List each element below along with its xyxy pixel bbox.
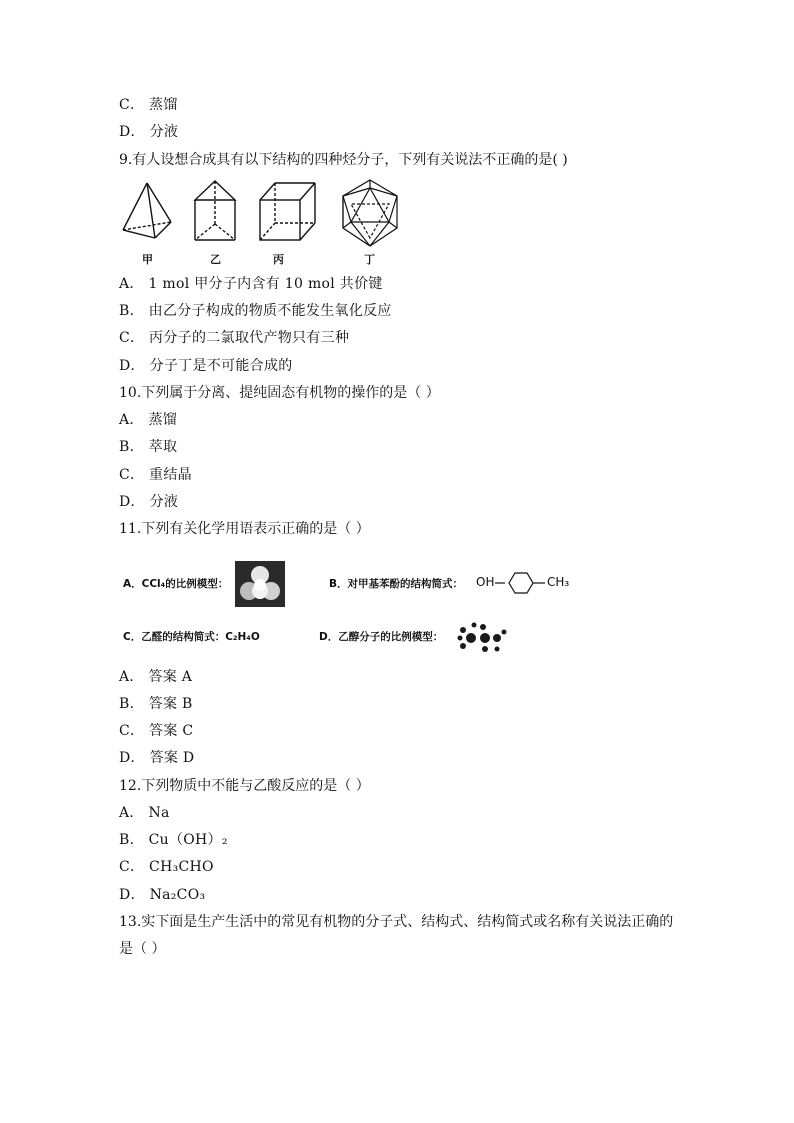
- question-10-option-a: A． 蒸馏: [119, 412, 178, 428]
- cube-icon: [257, 178, 319, 248]
- label-bing: 丙: [273, 253, 284, 266]
- question-11-figure: [119, 558, 579, 658]
- benzene-ring-icon: [495, 571, 547, 595]
- hydroxyl-group: OH: [476, 575, 495, 589]
- triangular-prism-icon: [191, 178, 241, 248]
- question-10-option-c: C． 重结晶: [119, 467, 192, 483]
- methyl-group: CH₃: [547, 575, 570, 589]
- question-13-stem-line-1: 13.实下面是生产生活中的常见有机物的分子式、结构式、结构简式或名称有关说法正确的: [119, 914, 674, 930]
- question-9-option-b: B． 由乙分子构成的物质不能发生氧化反应: [119, 303, 392, 319]
- question-10-option-d: D． 分液: [119, 494, 179, 510]
- question-11-stem: 11.下列有关化学用语表示正确的是（ ）: [119, 521, 370, 537]
- ethanol-space-filling-model-icon: [457, 620, 509, 656]
- option-c-distillation: C． 蒸馏: [119, 97, 178, 113]
- question-13-stem-line-2: 是（ ）: [119, 941, 166, 957]
- option-d-ethanol-label: D．乙醇分子的比例模型：: [319, 631, 444, 643]
- option-d-liquid-separation: D． 分液: [119, 124, 179, 140]
- question-11-option-c: C． 答案 C: [119, 723, 194, 739]
- label-ding: 丁: [364, 253, 375, 266]
- question-12-stem: 12.下列物质中不能与乙酸反应的是（ ）: [119, 778, 370, 794]
- question-12-option-b: B． Cu（OH）₂: [119, 832, 228, 848]
- question-10-stem: 10.下列属于分离、提纯固态有机物的操作的是（ ）: [119, 385, 440, 401]
- question-9-option-c: C． 丙分子的二氯取代产物只有三种: [119, 330, 350, 346]
- question-11-option-d: D． 答案 D: [119, 750, 195, 766]
- question-11-option-a: A． 答案 A: [119, 669, 193, 685]
- label-yi: 乙: [210, 253, 221, 266]
- question-11-option-b: B． 答案 B: [119, 696, 193, 712]
- question-9-option-d: D． 分子丁是不可能合成的: [119, 358, 293, 374]
- option-b-p-cresol-label: B．对甲基苯酚的结构简式：: [329, 578, 464, 590]
- question-12-option-d: D． Na₂CO₃: [119, 887, 206, 903]
- tetrahedron-icon: [119, 178, 177, 248]
- question-9-option-a: A． 1 mol 甲分子内含有 10 mol 共价键: [119, 276, 383, 292]
- question-12-option-a: A． Na: [119, 805, 170, 821]
- option-a-ccl4-label: A．CCl₄的比例模型：: [123, 578, 229, 590]
- icosahedron-icon: [339, 178, 401, 250]
- ccl4-space-filling-model-icon: [235, 561, 285, 607]
- question-10-option-b: B． 萃取: [119, 439, 178, 455]
- label-jia: 甲: [142, 253, 153, 266]
- question-9-figure: [119, 178, 399, 268]
- question-9-stem: 9.有人设想合成具有以下结构的四种烃分子，下列有关说法不正确的是( ): [119, 152, 568, 168]
- question-12-option-c: C． CH₃CHO: [119, 859, 214, 875]
- option-c-acetaldehyde-label: C．乙醛的结构简式：C₂H₄O: [123, 631, 260, 643]
